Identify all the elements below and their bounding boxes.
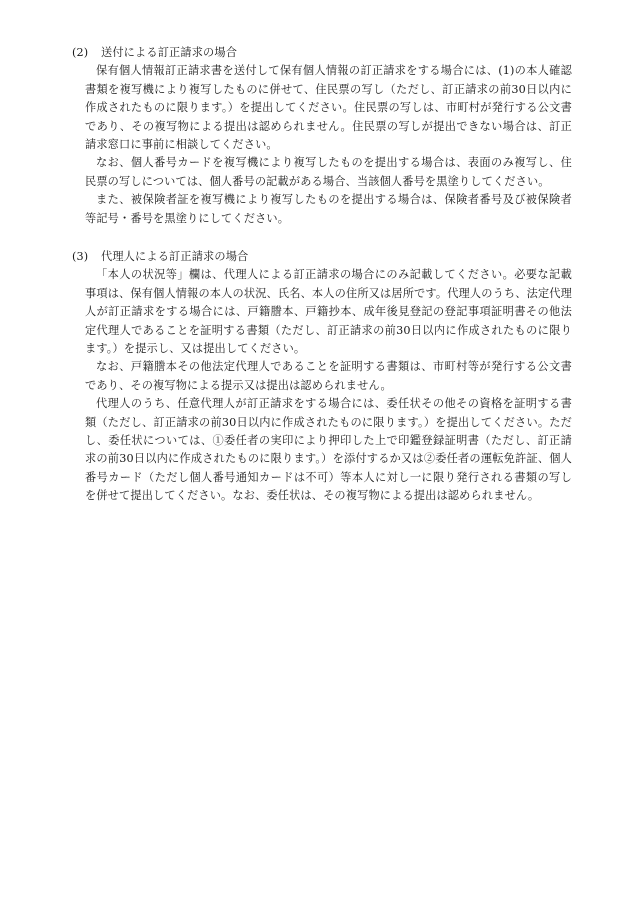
section-heading [72, 248, 572, 266]
paragraph-insurance-card: また、被保険者証を複写機により複写したものを提出する場合は、保険者番号及び被保険者等記号・番号を黒塗りにしてください。 [85, 193, 572, 225]
section-heading [72, 44, 572, 62]
paragraph-official-documents: なお、戸籍謄本その他法定代理人であることを証明する書類は、市町村等が発行する公文書であり、その複写物による提示又は提出は認められません。 [85, 360, 572, 392]
paragraph-legal-agent: 「本人の状況等」欄は、代理人による訂正請求の場合にのみ記載してください。必要な記載事項は、保有個人情報の本人の状況、氏名、本人の住所又は居所です。代理人のうち、法定代理人が訂正請求をする場合には、戸籍謄本、戸籍抄本、成年後見登記の登記事項証明書その他法定代理人であることを証明する書類（ただし、訂正請求の前30日以内に作成されたものに限ります。）を提示し、又は提出してください。 [85, 268, 572, 356]
section-mail-request [72, 44, 572, 228]
paragraph-mail-documents: 保有個人情報訂正請求書を送付して保有個人情報の訂正請求をする場合には、(1)の本人確認書類を複写機により複写したものに併せて、住民票の写し（ただし、訂正請求の前30日以内に作成されたものに限ります。）を提出してください。住民票の写しは、市町村が発行する公文書であり、その複写物による提出は認められません。住民票の写しが提出できない場合は、訂正請求窓口に事前に相談してください。 [85, 64, 572, 152]
paragraph-mynumber-card: なお、個人番号カードを複写機により複写したものを提出する場合は、表面のみ複写し、住民票の写しについては、個人番号の記載がある場合、当該個人番号を黒塗りしてください。 [85, 156, 572, 188]
section-title: 送付による訂正請求の場合 [101, 46, 238, 59]
paragraph-voluntary-agent: 代理人のうち、任意代理人が訂正請求をする場合には、委任状その他その資格を証明する書類（ただし、訂正請求の前30日以内に作成されたものに限ります。）を提出してください。ただし、委任状については、①委任者の実印により押印した上で印鑑登録証明書（ただし、訂正請求の前30日以内に作成されたものに限ります。）を添付するか又は②委任者の運転免許証、個人番号カード（ただし個人番号通知カードは不可）等本人に対し一に限り発行される書類の写しを併せて提出してください。なお、委任状は、その複写物による提出は認められません。 [85, 397, 572, 503]
section-number: (2) [72, 46, 89, 59]
section-agent-request [72, 248, 572, 506]
section-title: 代理人による訂正請求の場合 [101, 250, 249, 263]
section-number: (3) [72, 250, 89, 263]
